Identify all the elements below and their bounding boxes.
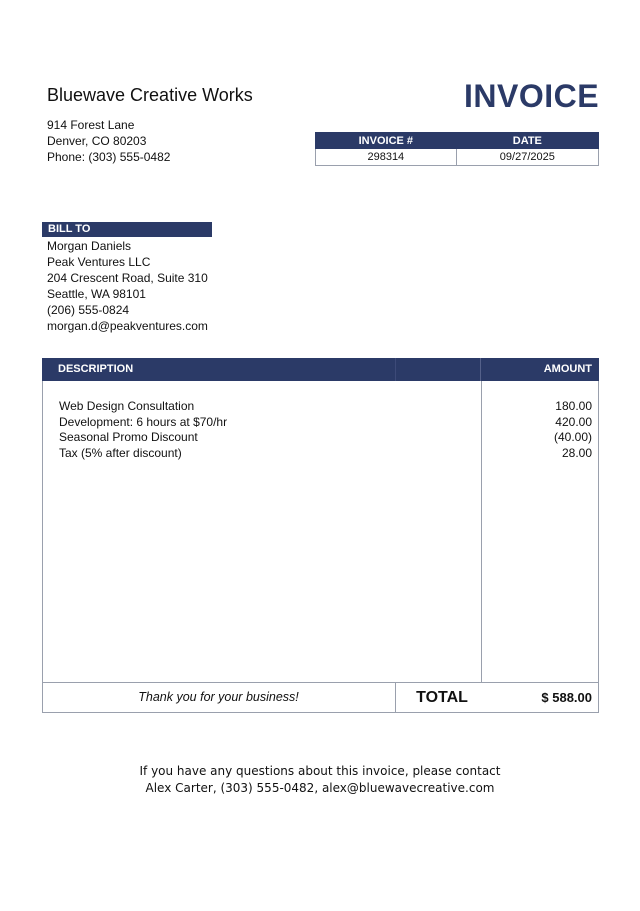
bill-to-label: BILL TO	[48, 223, 91, 235]
invoice-date: 09/27/2025	[456, 149, 598, 166]
invoice-number-header: INVOICE #	[316, 133, 457, 149]
company-phone: Phone: (303) 555-0482	[47, 150, 171, 164]
bill-to-email: morgan.d@peakventures.com	[47, 319, 208, 333]
bill-to-city: Seattle, WA 98101	[47, 287, 146, 301]
line-item-description: Tax (5% after discount)	[59, 446, 182, 461]
company-name: Bluewave Creative Works	[47, 85, 253, 105]
invoice-title: INVOICE	[464, 78, 600, 114]
footer-line2: Alex Carter, (303) 555-0482, alex@bluewavecreative.com	[145, 781, 495, 795]
bill-to-company: Peak Ventures LLC	[47, 255, 151, 269]
line-item-description: Development: 6 hours at $70/hr	[59, 414, 228, 429]
company-address-line2: Denver, CO 80203	[47, 134, 147, 148]
description-header: DESCRIPTION	[58, 363, 134, 375]
header-divider	[395, 358, 396, 381]
item-descriptions	[59, 399, 227, 462]
bill-to-phone: (206) 555-0824	[47, 303, 130, 317]
line-item-description: Web Design Consultation	[59, 399, 195, 413]
total-label: TOTAL	[416, 689, 468, 706]
line-item-amount: 180.00	[555, 399, 592, 413]
header-divider	[480, 358, 481, 381]
bill-to-name: Morgan Daniels	[47, 239, 132, 253]
invoice-meta-table	[315, 132, 599, 166]
amount-header: AMOUNT	[543, 363, 592, 375]
thank-you-note: Thank you for your business!	[138, 690, 299, 704]
bill-to-street: 204 Crescent Road, Suite 310	[47, 271, 208, 285]
bill-to-header	[42, 222, 212, 237]
item-amounts	[482, 399, 592, 462]
bill-to-details	[47, 238, 208, 334]
total-value: $ 588.00	[541, 690, 592, 705]
line-item-amount: 28.00	[561, 446, 592, 461]
company-address	[47, 117, 170, 165]
footer-line1: If you have any questions about this invoice, please contact	[139, 764, 501, 778]
line-item-description: Seasonal Promo Discount	[59, 430, 198, 445]
invoice-number: 298314	[316, 149, 457, 166]
company-address-line1: 914 Forest Lane	[47, 118, 135, 132]
line-item-amount: 420.00	[555, 414, 592, 429]
items-table-header	[42, 358, 599, 381]
invoice-date-header: DATE	[456, 133, 598, 149]
line-item-amount: (40.00)	[553, 430, 592, 445]
footer-contact	[0, 763, 640, 797]
